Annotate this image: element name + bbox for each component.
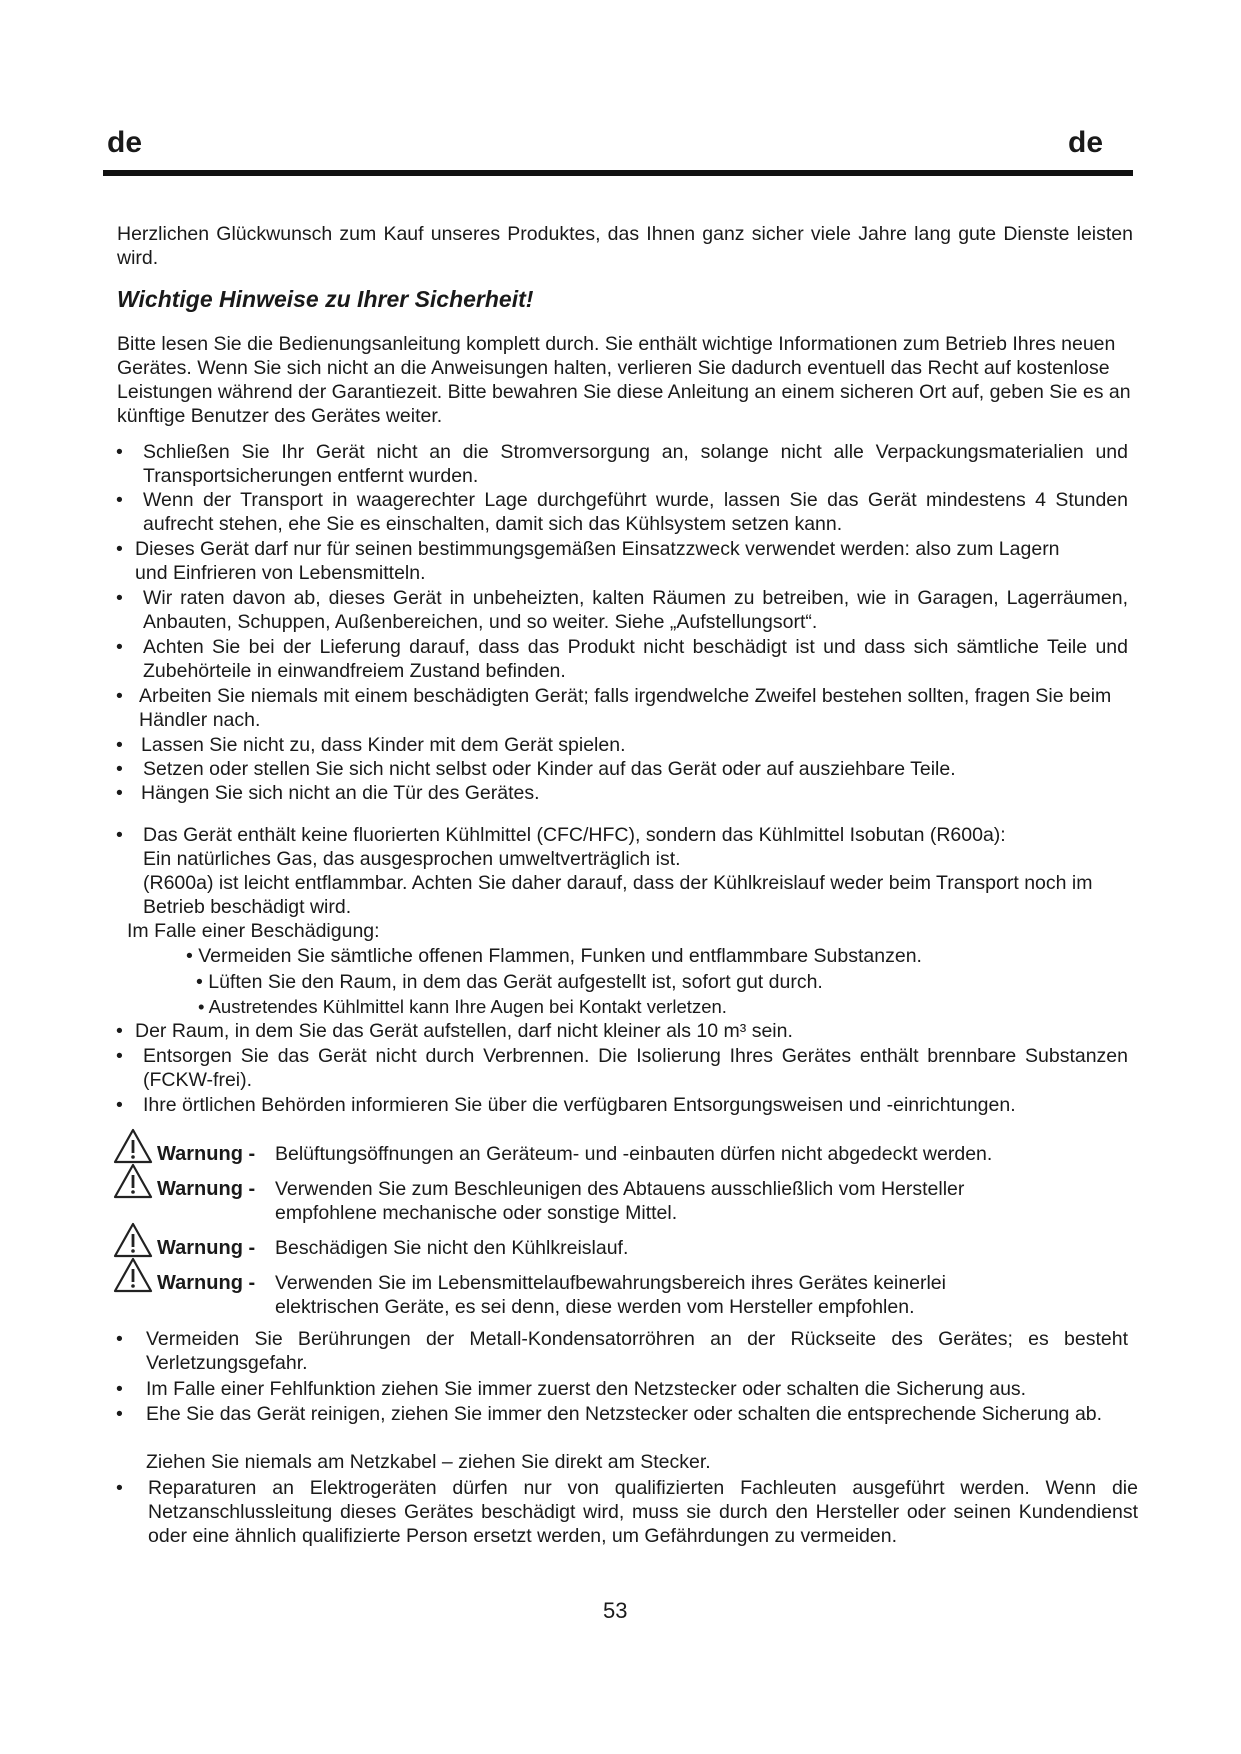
bullet-marker: • (116, 636, 123, 658)
warning-label: Warnung - (157, 1143, 256, 1165)
list-item: Wenn der Transport in waagerechter Lage durchgeführt wurde, lassen Sie das Gerät mindestens 4 Stunden aufrecht stehen, ehe Sie es einschalten, damit sich das Kühlsystem setzen kann. (143, 489, 1128, 535)
list-item: Ihre örtlichen Behörden informieren Sie über die verfügbaren Entsorgungsweisen und -einrichtungen. (143, 1094, 1016, 1116)
list-item: Dieses Gerät darf nur für seinen bestimmungsgemäßen Einsatzzweck verwendet werden: also zum Lagern und Einfrieren von Lebensmitteln. (135, 538, 1060, 584)
list-item: Der Raum, in dem Sie das Gerät aufstellen, darf nicht kleiner als 10 m³ sein. (135, 1020, 793, 1042)
bullet-marker: • (116, 441, 123, 463)
list-item: Achten Sie bei der Lieferung darauf, dass das Produkt nicht beschädigt ist und dass sich sämtliche Teile und Zubehörteile in einwandfreiem Zustand befinden. (143, 636, 1128, 682)
warning-label: Warnung - (157, 1178, 256, 1200)
list-item: Reparaturen an Elektrogeräten dürfen nur von qualifizierten Fachleuten ausgeführt werden. Wenn die Netzanschlussleitung dieses Gerätes beschädigt wird, muss sie durch den Hersteller oder seinen Kundendienst oder eine ähnlich qualifizierte Person ersetzt werden, um Gefährdungen zu vermeiden. (148, 1477, 1138, 1547)
damage-item: • Lüften Sie den Raum, in dem das Gerät aufgestellt ist, sofort gut durch. (196, 971, 823, 993)
bullet-marker: • (116, 538, 123, 560)
list-item: Setzen oder stellen Sie sich nicht selbst oder Kinder auf das Gerät oder auf ausziehbare Teile. (143, 758, 956, 780)
safety-title: Wichtige Hinweise zu Ihrer Sicherheit! (117, 286, 534, 312)
list-item-continuation: Ziehen Sie niemals am Netzkabel – ziehen Sie direkt am Stecker. (146, 1451, 711, 1473)
warning-triangle-icon (113, 1257, 153, 1293)
bullet-marker: • (116, 1328, 123, 1350)
header-language-right: de (1068, 126, 1104, 159)
damage-item: • Austretendes Kühlmittel kann Ihre Augen bei Kontakt verletzen. (198, 996, 727, 1017)
list-item: Wir raten davon ab, dieses Gerät in unbeheizten, kalten Räumen zu betreiben, wie in Garagen, Lagerräumen, Anbauten, Schuppen, Außenbereichen, und so weiter. Siehe „Aufstellungsort“. (143, 587, 1128, 633)
list-item: Lassen Sie nicht zu, dass Kinder mit dem Gerät spielen. (141, 734, 626, 756)
intro-paragraph: Herzlichen Glückwunsch zum Kauf unseres Produktes, das Ihnen ganz sicher viele Jahre lang gute Dienste leisten wird. (117, 223, 1133, 269)
damage-item: • Vermeiden Sie sämtliche offenen Flammen, Funken und entflammbare Substanzen. (186, 945, 922, 967)
list-item: Hängen Sie sich nicht an die Tür des Gerätes. (141, 782, 540, 804)
bullet-marker: • (116, 1020, 123, 1042)
warning-triangle-icon (113, 1128, 153, 1164)
warning-triangle-icon (113, 1163, 153, 1199)
list-item: Arbeiten Sie niemals mit einem beschädigten Gerät; falls irgendwelche Zweifel bestehen sollten, fragen Sie beim Händler nach. (139, 685, 1112, 731)
bullet-marker: • (116, 1045, 123, 1067)
bullet-marker: • (116, 685, 123, 707)
warning-label: Warnung - (157, 1272, 256, 1294)
list-item: Im Falle einer Fehlfunktion ziehen Sie immer zuerst den Netzstecker oder schalten die Sicherung aus. (146, 1378, 1027, 1400)
safety-intro-paragraph: Bitte lesen Sie die Bedienungsanleitung komplett durch. Sie enthält wichtige Informationen zum Betrieb Ihres neuen Gerätes. Wenn Sie sich nicht an die Anweisungen halten, verlieren Sie dadurch eventuell das Recht auf kostenlose Leistungen während der Garantiezeit. Bitte bewahren Sie diese Anleitung an einem sicheren Ort auf, geben Sie es an künftige Benutzer des Gerätes weiter. (117, 333, 1131, 427)
bullet-marker: • (116, 758, 123, 780)
list-item: Ehe Sie das Gerät reinigen, ziehen Sie immer den Netzstecker oder schalten die entsprechende Sicherung ab. (146, 1403, 1103, 1425)
warning-text: Beschädigen Sie nicht den Kühlkreislauf. (275, 1237, 629, 1259)
warning-triangle-icon (113, 1222, 153, 1258)
header-rule (103, 170, 1133, 176)
refrigerant-line-1: Das Gerät enthält keine fluorierten Kühlmittel (CFC/HFC), sondern das Kühlmittel Isobutan (R600a): (143, 824, 1006, 846)
bullet-marker: • (116, 587, 123, 609)
bullet-marker: • (116, 1403, 123, 1425)
warning-text: Verwenden Sie zum Beschleunigen des Abtauens ausschließlich vom Hersteller empfohlene mechanische oder sonstige Mittel. (275, 1178, 965, 1224)
bullet-marker: • (116, 1477, 123, 1499)
bullet-marker: • (116, 824, 123, 846)
warning-text: Verwenden Sie im Lebensmittelaufbewahrungsbereich ihres Gerätes keinerlei elektrischen Geräte, es sei denn, diese werden vom Hersteller empfohlen. (275, 1272, 946, 1318)
refrigerant-line-2: Ein natürliches Gas, das ausgesprochen umweltverträglich ist. (143, 848, 681, 870)
refrigerant-line-3: (R600a) ist leicht entflammbar. Achten Sie daher darauf, dass der Kühlkreislauf weder beim Transport noch im Betrieb beschädigt wird. (143, 872, 1093, 918)
list-item: Entsorgen Sie das Gerät nicht durch Verbrennen. Die Isolierung Ihres Gerätes enthält brennbare Substanzen (FCKW-frei). (143, 1045, 1128, 1091)
header-language-left: de (107, 126, 143, 159)
warning-text: Belüftungsöffnungen an Geräteum- und -einbauten dürfen nicht abgedeckt werden. (275, 1143, 993, 1165)
page-number: 53 (603, 1598, 628, 1623)
damage-heading: Im Falle einer Beschädigung: (127, 920, 380, 942)
bullet-marker: • (116, 734, 123, 756)
warning-label: Warnung - (157, 1237, 256, 1259)
list-item: Vermeiden Sie Berührungen der Metall-Kondensatorröhren an der Rückseite des Gerätes; es besteht Verletzungsgefahr. (146, 1328, 1128, 1374)
list-item: Schließen Sie Ihr Gerät nicht an die Stromversorgung an, solange nicht alle Verpackungsmaterialien und Transportsicherungen entfernt wurden. (143, 441, 1128, 487)
bullet-marker: • (116, 782, 123, 804)
bullet-marker: • (116, 1094, 123, 1116)
bullet-marker: • (116, 1378, 123, 1400)
bullet-marker: • (116, 489, 123, 511)
